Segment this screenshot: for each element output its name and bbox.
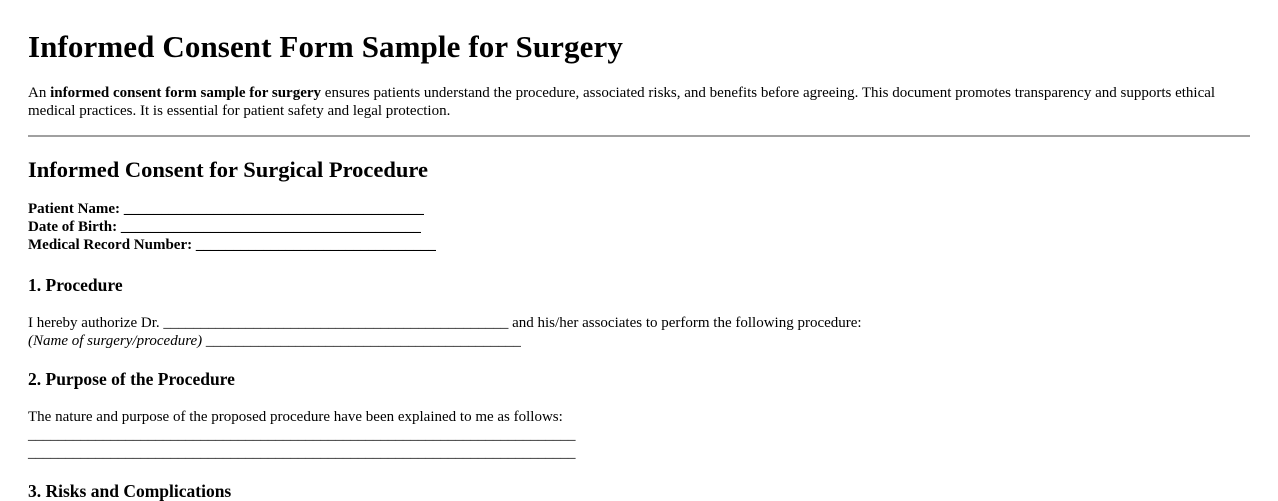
procedure-name-label: (Name of surgery/procedure) [28,333,203,349]
purpose-blank-line-2: _________________________________________________________________________ [28,445,576,461]
purpose-blank-line-1: _________________________________________________________________________ [28,427,576,443]
authorize-prefix: I hereby authorize Dr. [28,315,164,331]
authorize-suffix: and his/her associates to perform the following procedure: [508,315,862,331]
purpose-text: The nature and purpose of the proposed procedure have been explained to me as follows: [28,409,563,425]
patient-name-field [28,200,1250,218]
intro-prefix: An [28,85,51,101]
intro-suffix: ensures patients understand the procedure, associated risks, and benefits before agreeing. This document promotes transparency and supports ethical medical practices. It is essential for patient safety and legal protection. [28,85,1216,119]
patient-name-blank: ________________________________________ [123,201,424,217]
section-purpose-heading: 2. Purpose of the Procedure [28,369,235,389]
patient-fields [28,200,1250,254]
medical-record-number-blank: ________________________________ [195,237,436,253]
section-risks-heading: 3. Risks and Complications [28,481,232,501]
medical-record-number-field [28,236,1250,254]
form-title: Informed Consent for Surgical Procedure [28,157,428,182]
procedure-name-blank: __________________________________________ [205,333,521,349]
doctor-name-blank: ______________________________________________ [163,315,509,331]
intro-paragraph [28,84,1250,120]
patient-name-label: Patient Name: [28,201,121,217]
procedure-paragraph [28,314,1250,350]
medical-record-number-label: Medical Record Number: [28,237,193,253]
horizontal-divider [28,135,1250,137]
date-of-birth-blank: ________________________________________ [120,219,421,235]
purpose-paragraph [28,408,1250,462]
date-of-birth-label: Date of Birth: [28,219,118,235]
intro-bold-term: informed consent form sample for surgery [50,85,322,101]
page-title: Informed Consent Form Sample for Surgery [28,29,623,64]
section-procedure-heading: 1. Procedure [28,275,123,295]
date-of-birth-field [28,218,1250,236]
